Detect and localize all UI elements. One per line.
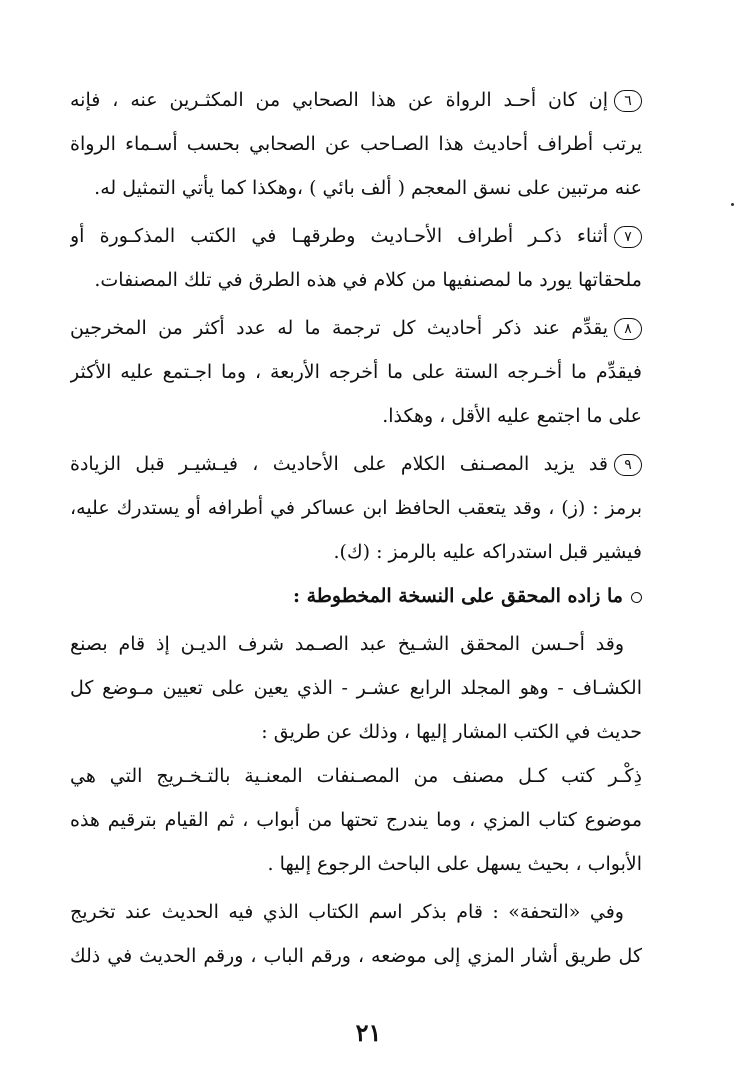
text-line: موضوع كتاب المزي ، وما يندرج تحتها من أبواب ، ثم القيام بترقيم هذه [70,809,642,831]
text-line: الكشـاف - وهو المجلد الرابع عشـر - الذي يعين على تعيين مـوضع كل [70,677,642,699]
text-line: فيقدِّم ما أخـرجه الستة على ما أخرجه الأربعة ، وما اجـتمع عليه الأكثر [70,361,642,383]
text-line: ٧أثناء ذكـر أطراف الأحـاديث وطرقهـا في الكتب المذكـورة أو [70,214,642,258]
text-line: عنه مرتبين على نسق المعجم ( ألف بائي ) ،وهكذا كما يأتي التمثيل له. [94,177,642,199]
item-number-badge: ٧ [614,226,642,248]
numbered-item [70,306,642,438]
text-line: ٦إن كان أحـد الرواة عن هذا الصحابي من المكثـرين عنه ، فإنه [70,78,642,122]
text-line: ٩قد يزيد المصـنف الكلام على الأحاديث ، فيـشيـر قبل الزيادة [70,442,642,486]
text-line: الأبواب ، بحيث يسهل على الباحث الرجوع إليها . [267,853,642,875]
numbered-item [70,78,642,210]
text-line: كل طريق أشار المزي إلى موضعه ، ورقم الباب ، ورقم الحديث في ذلك [70,945,642,967]
text-line: وفي «التحفة» : قام بذكر اسم الكتاب الذي فيه الحديث عند تخريج [70,901,624,923]
text-line: وقد أحـسن المحقق الشـيخ عبد الصـمد شرف الديـن إذ قام بصنع [70,633,624,655]
circle-bullet-icon [631,592,642,603]
margin-mark [731,203,734,206]
item-number-badge: ٩ [614,454,642,476]
text-line: على ما اجتمع عليه الأقل ، وهكذا. [382,405,642,427]
text-line: يرتب أطراف أحاديث هذا الصـاحب عن الصحابي بحسب أسـماء الرواة [70,133,642,155]
text-line: حديث في الكتب المشار إليها ، وذلك عن طريق : [261,721,642,743]
text-line: برمز : (ز) ، وقد يتعقب الحافظ ابن عساكر في أطرافه أو يستدرك عليه، [70,497,642,519]
page-body [70,78,642,978]
paragraph [70,754,642,886]
text-line: ذِكْـر كتب كـل مصنف من المصـنفات المعنـية بالتـخـريج التي هي [70,765,642,787]
paragraph [70,890,642,978]
text-line: ٨يقدِّم عند ذكر أحاديث كل ترجمة ما له عدد أكثر من المخرجين [70,306,642,350]
section-heading: ما زاده المحقق على النسخة المخطوطة : [70,574,642,618]
page-number: ٢١ [355,1018,382,1047]
item-number-badge: ٦ [614,90,642,112]
numbered-item [70,214,642,302]
text-line: ملحقاتها يورد ما لمصنفيها من كلام في هذه الطرق في تلك المصنفات. [94,269,642,291]
item-number-badge: ٨ [614,318,642,340]
paragraph [70,622,642,754]
text-line: فيشير قبل استدراكه عليه بالرمز : (ك). [333,541,642,563]
numbered-item [70,442,642,574]
